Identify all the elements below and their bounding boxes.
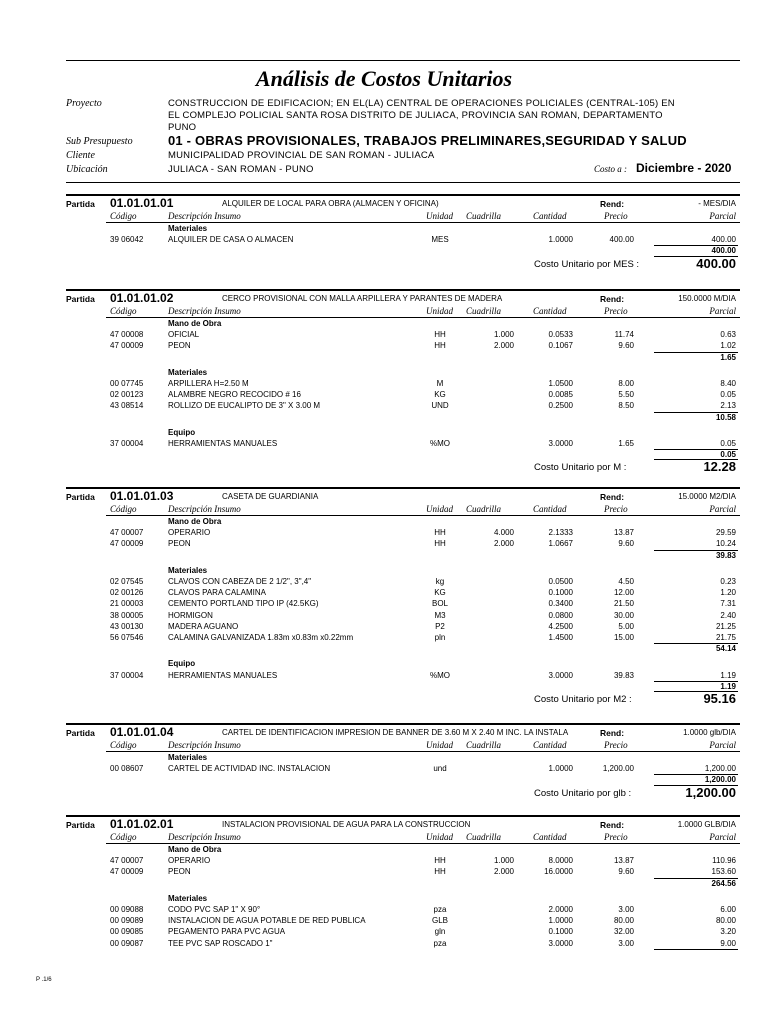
row-cantidad: 3.0000 — [548, 439, 573, 448]
row-parcial: 0.05 — [720, 439, 736, 448]
row-descripcion: INSTALACION DE AGUA POTABLE DE RED PUBLICA — [168, 916, 366, 926]
row-descripcion: PEON — [168, 341, 191, 351]
row-parcial: 29.59 — [715, 528, 736, 538]
row-cuadrilla: 2.000 — [493, 867, 514, 877]
row-cuadrilla: 1.000 — [493, 330, 514, 340]
row-descripcion: PEGAMENTO PARA PVC AGUA — [168, 927, 286, 937]
partida-code: 01.01.01.01 — [110, 196, 174, 210]
rend-value: 150.0000 M/DIA — [678, 294, 736, 303]
row-codigo: 00 08607 — [110, 764, 144, 774]
row-precio: 1.65 — [618, 439, 634, 448]
partida-description: ALQUILER DE LOCAL PARA OBRA (ALMACEN Y OFICINA) — [222, 199, 439, 208]
row-precio: 39.83 — [613, 670, 634, 680]
row-unidad: HH — [434, 856, 446, 866]
row-unidad: M3 — [434, 610, 446, 620]
row-descripcion: CARTEL DE ACTIVIDAD INC. INSTALACION — [168, 764, 331, 774]
row-descripcion: HERRAMIENTAS MANUALES — [168, 670, 278, 680]
row-descripcion: OPERARIO — [168, 528, 211, 538]
col-header-unidad: Unidad — [426, 832, 453, 842]
row-codigo: 37 00004 — [110, 439, 144, 448]
col-header-descripcion: Descripción Insumo — [168, 832, 241, 842]
row-parcial: 80.00 — [715, 916, 736, 926]
row-precio: 11.74 — [614, 330, 634, 340]
row-codigo: 37 00004 — [110, 670, 144, 680]
row-cuadrilla: 2.000 — [493, 539, 514, 549]
row-cantidad: 0.2500 — [548, 401, 573, 411]
rend-value: 1.0000 glb/DIA — [683, 728, 736, 737]
row-unidad: MES — [431, 235, 449, 245]
row-descripcion: PEON — [168, 539, 191, 549]
row-unidad: HH — [434, 330, 446, 340]
col-header-cantidad: Cantidad — [533, 211, 567, 221]
subtotal-rule — [654, 949, 738, 950]
rend-label: Rend: — [600, 820, 625, 830]
group-subtotal: 10.58 — [715, 412, 736, 422]
partida-label: Partida — [66, 199, 95, 209]
col-header-parcial: Parcial — [709, 504, 736, 514]
row-parcial: 21.25 — [715, 621, 736, 631]
group-subtotal: 264.56 — [711, 878, 736, 888]
costo-label: Costo a : — [594, 164, 628, 174]
col-header-precio: Precio — [604, 740, 628, 750]
col-header-cantidad: Cantidad — [533, 832, 567, 842]
row-descripcion: CLAVOS PARA CALAMINA — [168, 588, 266, 598]
row-parcial: 153.60 — [711, 867, 736, 877]
rend-label: Rend: — [600, 294, 625, 304]
group-heading: Materiales — [168, 893, 208, 903]
row-codigo: 47 00009 — [110, 341, 144, 351]
row-unidad: gln — [434, 927, 446, 937]
row-precio: 400.00 — [609, 235, 634, 245]
row-unidad: HH — [434, 867, 446, 877]
unit-cost-value: 95.16 — [703, 691, 736, 706]
col-header-descripcion: Descripción Insumo — [168, 306, 241, 316]
row-codigo: 38 00005 — [110, 610, 144, 620]
row-precio: 80.00 — [613, 916, 634, 926]
row-parcial: 1.19 — [720, 670, 736, 680]
row-descripcion: CALAMINA GALVANIZADA 1.83m x0.83m x0.22mm — [168, 633, 354, 642]
col-header-unidad: Unidad — [426, 306, 453, 316]
unit-cost-label: Costo Unitario por M2 : — [534, 694, 632, 705]
row-precio: 12.00 — [613, 588, 634, 598]
row-descripcion: CODO PVC SAP 1" X 90° — [168, 905, 261, 914]
subpresupuesto-value: 01 - OBRAS PROVISIONALES, TRABAJOS PRELIMINARES,SEGURIDAD Y SALUD — [168, 133, 687, 148]
row-codigo: 00 09087 — [110, 938, 144, 948]
row-parcial: 0.05 — [720, 390, 736, 400]
cliente-value: MUNICIPALIDAD PROVINCIAL DE SAN ROMAN - JULIACA — [168, 150, 435, 161]
row-parcial: 6.00 — [720, 905, 736, 914]
row-codigo: 47 00007 — [110, 856, 144, 866]
row-unidad: GLB — [431, 916, 448, 926]
partida-code: 01.01.01.04 — [110, 725, 174, 739]
col-header-descripcion: Descripción Insumo — [168, 504, 241, 514]
partida-label: Partida — [66, 728, 95, 738]
row-precio: 30.00 — [613, 610, 634, 620]
col-header-parcial: Parcial — [709, 832, 736, 842]
row-precio: 21.50 — [613, 599, 634, 609]
col-header-codigo: Código — [110, 832, 137, 842]
page-title: Análisis de Costos Unitarios — [255, 66, 513, 91]
row-unidad: UND — [431, 401, 449, 411]
col-header-cantidad: Cantidad — [533, 504, 567, 514]
row-descripcion: OFICIAL — [168, 330, 200, 340]
row-unidad: %MO — [430, 439, 450, 448]
row-precio: 9.60 — [618, 867, 634, 877]
rend-label: Rend: — [600, 492, 625, 502]
row-precio: 5.00 — [618, 621, 634, 631]
row-unidad: P2 — [435, 621, 445, 631]
row-cantidad: 8.0000 — [548, 856, 573, 866]
row-cantidad: 0.1000 — [548, 588, 573, 598]
partida-label: Partida — [66, 294, 95, 304]
col-header-unidad: Unidad — [426, 740, 453, 750]
row-codigo: 39 06042 — [110, 235, 144, 245]
group-subtotal: 1.19 — [720, 681, 736, 691]
row-precio: 9.60 — [618, 341, 634, 351]
row-cantidad: 2.0000 — [548, 905, 573, 914]
row-parcial: 0.23 — [720, 577, 736, 586]
col-header-unidad: Unidad — [426, 504, 453, 514]
top-rule — [66, 60, 740, 61]
page-number: P .1/6 — [36, 977, 52, 983]
row-cantidad: 0.0533 — [548, 330, 573, 340]
col-header-cantidad: Cantidad — [533, 306, 567, 316]
row-parcial: 21.75 — [715, 633, 736, 642]
row-parcial: 400.00 — [711, 235, 736, 245]
unit-cost-label: Costo Unitario por MES : — [534, 258, 640, 270]
row-descripcion: CLAVOS CON CABEZA DE 2 1/2", 3",4" — [168, 577, 312, 586]
col-header-codigo: Código — [110, 306, 137, 316]
row-parcial: 9.00 — [720, 938, 736, 948]
row-cuadrilla: 1.000 — [493, 856, 514, 866]
row-precio: 1,200.00 — [602, 764, 634, 774]
group-heading: Materiales — [168, 224, 208, 233]
group-heading: Mano de Obra — [168, 845, 222, 854]
row-precio: 13.87 — [613, 528, 634, 538]
row-cantidad: 16.0000 — [544, 867, 573, 877]
col-header-cuadrilla: Cuadrilla — [466, 211, 502, 221]
row-descripcion: OPERARIO — [168, 856, 211, 866]
row-unidad: HH — [434, 539, 446, 549]
costo-fecha: Diciembre - 2020 — [636, 161, 732, 175]
proyecto-line-2: EL COMPLEJO POLICIAL SANTA ROSA DISTRITO DE JULIACA, PROVINCIA SAN ROMAN, DEPARTAMENTO — [168, 110, 663, 121]
unit-cost-label: Costo Unitario por glb : — [534, 787, 632, 799]
row-descripcion: TEE PVC SAP ROSCADO 1" — [168, 938, 273, 948]
row-cantidad: 0.3400 — [548, 599, 573, 609]
header-underline — [106, 317, 740, 318]
header-rule — [66, 182, 740, 183]
row-parcial: 1,200.00 — [704, 764, 736, 774]
header-underline — [106, 751, 740, 752]
row-descripcion: MADERA AGUANO — [168, 621, 239, 631]
row-descripcion: HERRAMIENTAS MANUALES — [168, 439, 278, 448]
partida-label: Partida — [66, 492, 95, 502]
col-header-cantidad: Cantidad — [533, 740, 567, 750]
partida-description: CASETA DE GUARDIANIA — [222, 492, 319, 501]
row-codigo: 00 07745 — [110, 379, 144, 388]
unit-cost-value: 1,200.00 — [685, 784, 736, 800]
row-codigo: 47 00008 — [110, 330, 144, 340]
subpresupuesto-label: Sub Presupuesto — [66, 136, 133, 147]
row-cantidad: 1.4500 — [548, 633, 573, 642]
row-unidad: KG — [434, 588, 446, 598]
row-precio: 3.00 — [618, 905, 634, 914]
row-precio: 8.00 — [618, 379, 634, 388]
row-cantidad: 1.0000 — [548, 235, 573, 245]
partida-code: 01.01.01.02 — [110, 291, 174, 305]
row-cantidad: 1.0000 — [548, 764, 573, 774]
group-heading: Mano de Obra — [168, 517, 222, 526]
unit-cost-value: 400.00 — [696, 255, 736, 271]
col-header-precio: Precio — [604, 504, 628, 514]
group-heading: Equipo — [168, 427, 196, 437]
row-parcial: 1.20 — [720, 588, 736, 598]
group-subtotal: 1.65 — [720, 352, 736, 362]
rend-value: 15.0000 M2/DIA — [678, 492, 736, 501]
row-codigo: 00 09089 — [110, 916, 144, 926]
group-subtotal: 1,200.00 — [704, 775, 736, 785]
row-parcial: 10.24 — [715, 539, 736, 549]
row-precio: 15.00 — [613, 633, 634, 642]
row-cantidad: 1.0500 — [548, 379, 573, 388]
partida-description: CERCO PROVISIONAL CON MALLA ARPILLERA Y PARANTES DE MADERA — [222, 294, 503, 303]
row-unidad: HH — [434, 341, 446, 351]
row-parcial: 2.40 — [720, 610, 736, 620]
row-unidad: %MO — [430, 670, 450, 680]
row-cantidad: 0.1000 — [548, 927, 573, 937]
rend-label: Rend: — [600, 728, 625, 738]
header-underline — [106, 843, 740, 844]
row-cuadrilla: 4.000 — [493, 528, 514, 538]
col-header-unidad: Unidad — [426, 211, 453, 221]
group-subtotal: 400.00 — [711, 246, 736, 256]
row-parcial: 0.63 — [720, 330, 736, 340]
row-codigo: 47 00009 — [110, 867, 144, 877]
row-cantidad: 0.0800 — [548, 610, 573, 620]
partida-description: CARTEL DE IDENTIFICACION IMPRESION DE BANNER DE 3.60 M X 2.40 M INC. LA INSTALA — [222, 728, 569, 737]
col-header-cuadrilla: Cuadrilla — [466, 504, 502, 514]
row-unidad: pln — [434, 633, 446, 642]
partida-description: INSTALACION PROVISIONAL DE AGUA PARA LA CONSTRUCCION — [222, 820, 471, 829]
row-cantidad: 3.0000 — [548, 938, 573, 948]
group-heading: Mano de Obra — [168, 319, 222, 328]
col-header-cuadrilla: Cuadrilla — [466, 832, 502, 842]
row-descripcion: ALQUILER DE CASA O ALMACEN — [168, 235, 294, 245]
partida-label: Partida — [66, 820, 95, 830]
row-precio: 5.50 — [618, 390, 634, 400]
row-codigo: 00 09085 — [110, 927, 144, 937]
col-header-precio: Precio — [604, 832, 628, 842]
row-descripcion: ARPILLERA H=2.50 M — [168, 379, 249, 388]
row-parcial: 1.02 — [720, 341, 736, 351]
row-codigo: 47 00007 — [110, 528, 144, 538]
row-parcial: 3.20 — [720, 927, 736, 937]
row-parcial: 7.31 — [720, 599, 736, 609]
group-subtotal: 0.05 — [720, 450, 736, 460]
row-descripcion: HORMIGON — [168, 610, 213, 620]
row-descripcion: CEMENTO PORTLAND TIPO IP (42.5KG) — [168, 599, 319, 609]
row-cantidad: 4.2500 — [548, 621, 573, 631]
row-unidad: und — [433, 764, 447, 774]
row-precio: 13.87 — [613, 856, 634, 866]
row-parcial: 8.40 — [720, 379, 736, 388]
col-header-cuadrilla: Cuadrilla — [466, 740, 502, 750]
row-precio: 9.60 — [618, 539, 634, 549]
row-precio: 4.50 — [618, 577, 634, 586]
row-codigo: 56 07546 — [110, 633, 144, 642]
row-precio: 3.00 — [618, 938, 634, 948]
group-heading: Materiales — [168, 367, 208, 377]
row-descripcion: PEON — [168, 867, 191, 877]
col-header-precio: Precio — [604, 211, 628, 221]
row-descripcion: ROLLIZO DE EUCALIPTO DE 3" X 3.00 M — [168, 401, 321, 411]
row-codigo: 02 07545 — [110, 577, 144, 586]
ubicacion-value: JULIACA - SAN ROMAN - PUNO — [168, 164, 314, 175]
row-unidad: BOL — [431, 599, 448, 609]
row-unidad: kg — [435, 577, 445, 586]
row-cantidad: 2.1333 — [548, 528, 573, 538]
col-header-codigo: Código — [110, 740, 137, 750]
unit-cost-value: 12.28 — [703, 459, 736, 475]
group-heading: Materiales — [168, 753, 208, 762]
group-heading: Materiales — [168, 565, 208, 575]
row-cantidad: 1.0667 — [548, 539, 573, 549]
row-cuadrilla: 2.000 — [493, 341, 514, 351]
row-codigo: 43 00130 — [110, 621, 144, 631]
row-cantidad: 3.0000 — [548, 670, 573, 680]
header-underline — [106, 222, 740, 223]
row-cantidad: 0.0085 — [548, 390, 573, 400]
col-header-descripcion: Descripción Insumo — [168, 740, 241, 750]
row-cantidad: 1.0000 — [548, 916, 573, 926]
group-subtotal: 54.14 — [715, 644, 736, 654]
row-unidad: pza — [433, 905, 447, 914]
ubicacion-label: Ubicación — [66, 164, 108, 175]
row-precio: 8.50 — [618, 401, 634, 411]
proyecto-label: Proyecto — [66, 98, 102, 109]
row-unidad: M — [436, 379, 444, 388]
proyecto-line-3: PUNO — [168, 122, 197, 133]
row-codigo: 00 09088 — [110, 905, 144, 914]
row-codigo: 21 00003 — [110, 599, 144, 609]
row-codigo: 47 00009 — [110, 539, 144, 549]
row-parcial: 2.13 — [720, 401, 736, 411]
rend-value: 1.0000 GLB/DIA — [677, 820, 736, 829]
row-codigo: 43 08514 — [110, 401, 144, 411]
row-precio: 32.00 — [613, 927, 634, 937]
row-descripcion: ALAMBRE NEGRO RECOCIDO # 16 — [168, 390, 301, 400]
partida-code: 01.01.01.03 — [110, 489, 174, 503]
header-underline — [106, 515, 740, 516]
col-header-parcial: Parcial — [709, 211, 736, 221]
col-header-parcial: Parcial — [709, 306, 736, 316]
rend-label: Rend: — [600, 199, 625, 209]
row-codigo: 02 00126 — [110, 588, 144, 598]
col-header-cuadrilla: Cuadrilla — [466, 306, 502, 316]
col-header-codigo: Código — [110, 211, 137, 221]
unit-cost-label: Costo Unitario por M : — [534, 462, 627, 474]
row-codigo: 02 00123 — [110, 390, 144, 400]
col-header-descripcion: Descripción Insumo — [168, 211, 241, 221]
row-unidad: pza — [433, 938, 447, 948]
proyecto-line-1: CONSTRUCCION DE EDIFICACION; EN EL(LA) CENTRAL DE OPERACIONES POLICIALES (CENTRAL-105) EN — [168, 98, 675, 109]
col-header-parcial: Parcial — [709, 740, 736, 750]
rend-value: - MES/DIA — [698, 199, 736, 208]
col-header-precio: Precio — [604, 306, 628, 316]
row-cantidad: 0.0500 — [548, 577, 573, 586]
partida-code: 01.01.02.01 — [110, 817, 174, 831]
row-cantidad: 0.1067 — [548, 341, 573, 351]
group-subtotal: 39.83 — [715, 550, 736, 560]
row-parcial: 110.96 — [712, 856, 736, 866]
group-heading: Equipo — [168, 659, 196, 669]
row-unidad: KG — [434, 390, 446, 400]
cliente-label: Cliente — [66, 150, 95, 161]
col-header-codigo: Código — [110, 504, 137, 514]
row-unidad: HH — [434, 528, 446, 538]
